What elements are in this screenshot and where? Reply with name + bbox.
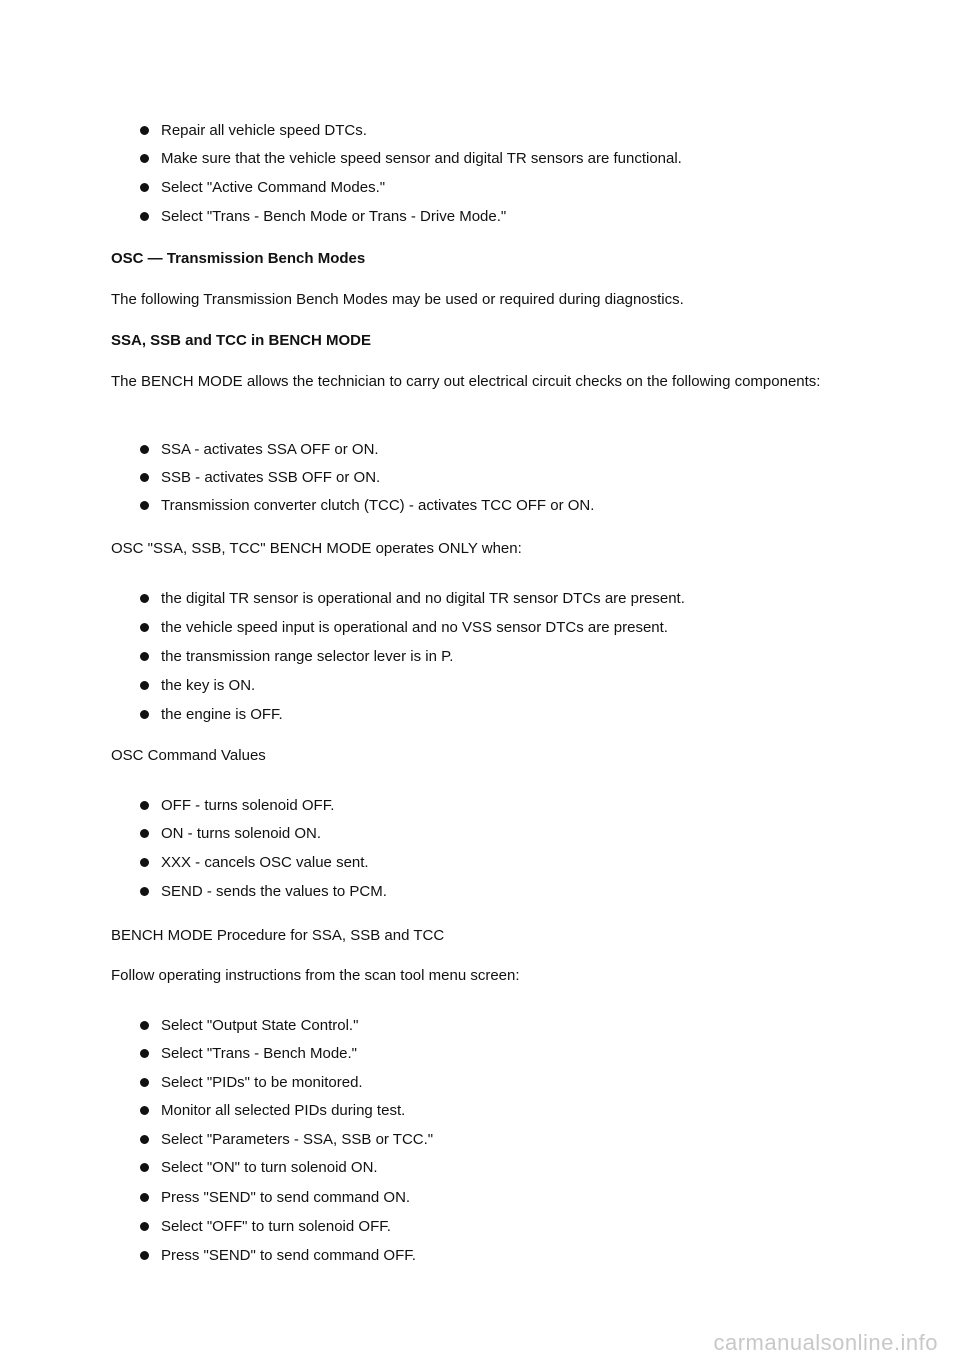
list-item-text: Select "Parameters - SSA, SSB or TCC." [161,1131,434,1148]
section-heading-ssa: SSA, SSB and TCC in BENCH MODE [111,332,372,349]
bullet-icon [140,473,149,482]
bullet-icon [140,1106,149,1115]
list-item-text: Select "Trans - Bench Mode or Trans - Drive Mode." [161,208,507,225]
bullet-icon [140,183,149,192]
bullet-icon [140,1049,149,1058]
bullet-icon [140,858,149,867]
bullet-icon [140,1021,149,1030]
list-item-text: the key is ON. [161,677,256,694]
paragraph-bench-mode: The BENCH MODE allows the technician to carry out electrical circuit checks on the following components: [111,373,821,390]
paragraph-command-values: OSC Command Values [111,747,266,764]
bullet-icon [140,681,149,690]
paragraph-following: The following Transmission Bench Modes may be used or required during diagnostics. [111,291,684,308]
list-item [140,647,453,667]
list-item [140,1188,410,1208]
list-item-text: Make sure that the vehicle speed sensor and digital TR sensors are functional. [161,150,682,167]
bullet-icon [140,445,149,454]
list-item-text: SSB - activates SSB OFF or ON. [161,469,381,486]
bullet-icon [140,652,149,661]
list-item [140,149,682,169]
bullet-icon [140,212,149,221]
list-item-text: Transmission converter clutch (TCC) - activates TCC OFF or ON. [161,497,595,514]
list-item [140,853,369,873]
list-item-text: the digital TR sensor is operational and no digital TR sensor DTCs are present. [161,590,685,607]
list-item-text: Select "ON" to turn solenoid ON. [161,1159,378,1176]
bullet-icon [140,1251,149,1260]
list-item-text: the engine is OFF. [161,706,283,723]
paragraph-procedure: BENCH MODE Procedure for SSA, SSB and TCC [111,927,445,944]
bullet-icon [140,1222,149,1231]
list-item [140,121,367,141]
list-item-text: XXX - cancels OSC value sent. [161,854,369,871]
list-item [140,1101,405,1121]
list-item [140,1044,357,1064]
list-item [140,1130,433,1150]
list-item [140,207,506,227]
list-item-text: Select "PIDs" to be monitored. [161,1074,363,1091]
paragraph-operates-only: OSC "SSA, SSB, TCC" BENCH MODE operates ONLY when: [111,540,522,557]
bullet-icon [140,710,149,719]
list-item-text: Select "Active Command Modes." [161,179,386,196]
bullet-icon [140,1163,149,1172]
list-item [140,1158,378,1178]
bullet-icon [140,126,149,135]
list-item [140,1246,416,1266]
list-item [140,1016,358,1036]
list-item-text: Press "SEND" to send command ON. [161,1189,411,1206]
paragraph-follow-instructions: Follow operating instructions from the scan tool menu screen: [111,967,520,984]
list-item [140,589,685,609]
list-item-text: Monitor all selected PIDs during test. [161,1102,406,1119]
bullet-icon [140,1193,149,1202]
bullet-icon [140,887,149,896]
list-item [140,676,255,696]
bullet-icon [140,154,149,163]
list-item [140,496,594,516]
bullet-icon [140,1078,149,1087]
list-item-text: Select "Output State Control." [161,1017,359,1034]
list-item-text: Press "SEND" to send command OFF. [161,1247,416,1264]
list-item [140,882,387,902]
list-item [140,705,283,725]
list-item [140,1217,391,1237]
list-item [140,440,379,460]
watermark-text: carmanualsonline.info [713,1330,938,1355]
list-item-text: the transmission range selector lever is in P. [161,648,454,665]
list-item-text: OFF - turns solenoid OFF. [161,797,335,814]
list-item [140,468,380,488]
list-item [140,1073,363,1093]
list-item-text: ON - turns solenoid ON. [161,825,322,842]
bullet-icon [140,801,149,810]
list-item-text: Repair all vehicle speed DTCs. [161,122,367,139]
list-item-text: SSA - activates SSA OFF or ON. [161,441,379,458]
list-item-text: Select "Trans - Bench Mode." [161,1045,358,1062]
bullet-icon [140,501,149,510]
list-item [140,618,668,638]
bullet-icon [140,1135,149,1144]
list-item-text: SEND - sends the values to PCM. [161,883,387,900]
bullet-icon [140,594,149,603]
list-item [140,178,385,198]
section-heading-osc: OSC — Transmission Bench Modes [111,250,366,267]
bullet-icon [140,829,149,838]
list-item-text: the vehicle speed input is operational and no VSS sensor DTCs are present. [161,619,668,636]
list-item-text: Select "OFF" to turn solenoid OFF. [161,1218,391,1235]
list-item [140,824,321,844]
bullet-icon [140,623,149,632]
list-item [140,796,334,816]
